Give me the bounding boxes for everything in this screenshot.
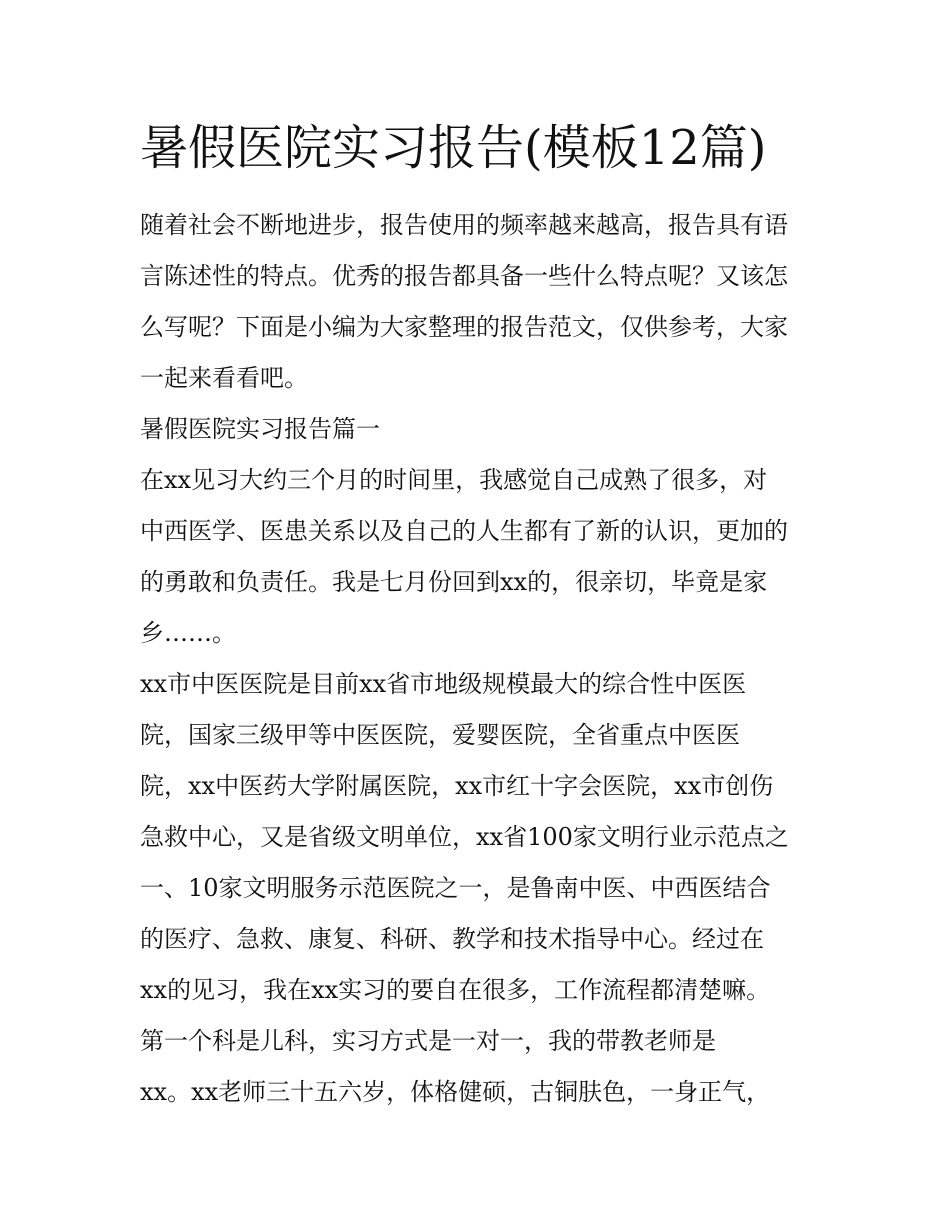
text-line: 在xx见习大约三个月的时间里，我感觉自己成熟了很多，对	[140, 466, 768, 494]
document-body	[140, 200, 820, 1118]
text-line: 院，国家三级甲等中医医院，爱婴医院，全省重点中医医	[140, 721, 740, 749]
text-line: xx市中医医院是目前xx省市地级规模最大的综合性中医医	[140, 670, 747, 698]
text-line: 第一个科是儿科，实习方式是一对一，我的带教老师是	[140, 1027, 716, 1055]
text-line: 一、10家文明服务示范医院之一，是鲁南中医、中西医结合	[140, 874, 771, 902]
text-line: 的勇敢和负责任。我是七月份回到xx的，很亲切，毕竟是家	[140, 568, 768, 596]
text-line: 的医疗、急救、康复、科研、教学和技术指导中心。经过在	[140, 925, 764, 953]
text-line: 中西医学、医患关系以及自己的人生都有了新的认识，更加的	[140, 517, 788, 545]
text-line: 乡……。	[140, 619, 236, 647]
section-heading: 暑假医院实习报告篇一	[140, 415, 380, 443]
text-line: 言陈述性的特点。优秀的报告都具备一些什么特点呢？又该怎	[140, 262, 788, 290]
text-line: xx的见习，我在xx实习的要自在很多，工作流程都清楚嘛。	[140, 976, 771, 1004]
text-line: 随着社会不断地进步，报告使用的频率越来越高，报告具有语	[140, 211, 788, 239]
text-line: 一起来看看吧。	[140, 364, 308, 392]
text-line: 急救中心，又是省级文明单位，xx省100家文明行业示范点之	[140, 823, 789, 851]
text-line: 么写呢？下面是小编为大家整理的报告范文，仅供参考，大家	[140, 313, 788, 341]
document-title: 暑假医院实习报告(模板12篇)	[140, 120, 767, 176]
text-line: xx。xx老师三十五六岁，体格健硕，古铜肤色，一身正气，	[140, 1078, 771, 1106]
text-line: 院，xx中医药大学附属医院，xx市红十字会医院，xx市创伤	[140, 772, 774, 800]
